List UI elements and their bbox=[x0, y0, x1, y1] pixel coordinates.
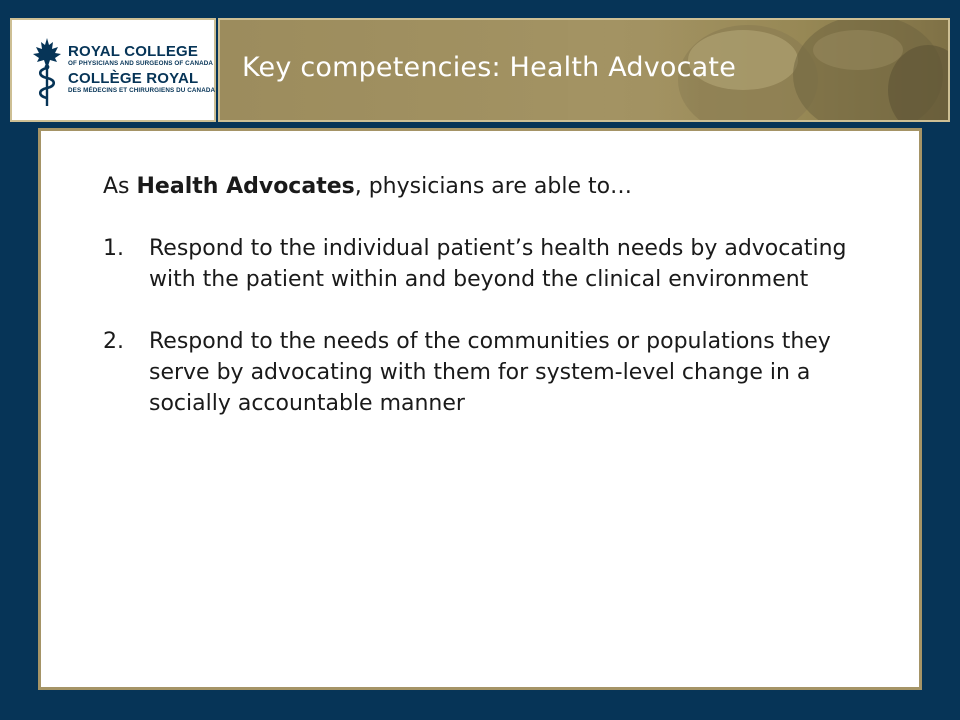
title-bar bbox=[218, 18, 950, 122]
maple-leaf-caduceus-icon bbox=[30, 36, 64, 108]
list-item-number: 1. bbox=[103, 236, 124, 261]
logo-line-3: COLLÈGE ROYAL bbox=[68, 70, 199, 88]
logo-line-4: DES MÉDECINS ET CHIRURGIENS DU CANADA bbox=[68, 87, 216, 95]
content-panel bbox=[38, 128, 922, 690]
slide-title: Key competencies: Health Advocate bbox=[242, 52, 737, 83]
list-item bbox=[103, 233, 883, 295]
intro-bold-term: Health Advocates bbox=[136, 174, 355, 199]
logo-text bbox=[68, 44, 214, 99]
list-item-text: Respond to the individual patient’s health needs by advocating with the patient within and beyond the clinical environment bbox=[149, 236, 847, 292]
content-body bbox=[103, 171, 883, 450]
intro-suffix: , physicians are able to… bbox=[354, 174, 633, 199]
intro-prefix: As bbox=[103, 174, 137, 199]
list-item-text: Respond to the needs of the communities or populations they serve by advocating with them for system-level change in a socially accountable manner bbox=[149, 329, 831, 416]
logo-line-2: OF PHYSICIANS AND SURGEONS OF CANADA bbox=[68, 60, 214, 67]
list-item bbox=[103, 326, 883, 419]
list-item-number: 2. bbox=[103, 329, 124, 354]
logo-box bbox=[10, 18, 216, 122]
intro-line bbox=[103, 171, 883, 202]
logo-line-1: ROYAL COLLEGE bbox=[68, 43, 199, 60]
